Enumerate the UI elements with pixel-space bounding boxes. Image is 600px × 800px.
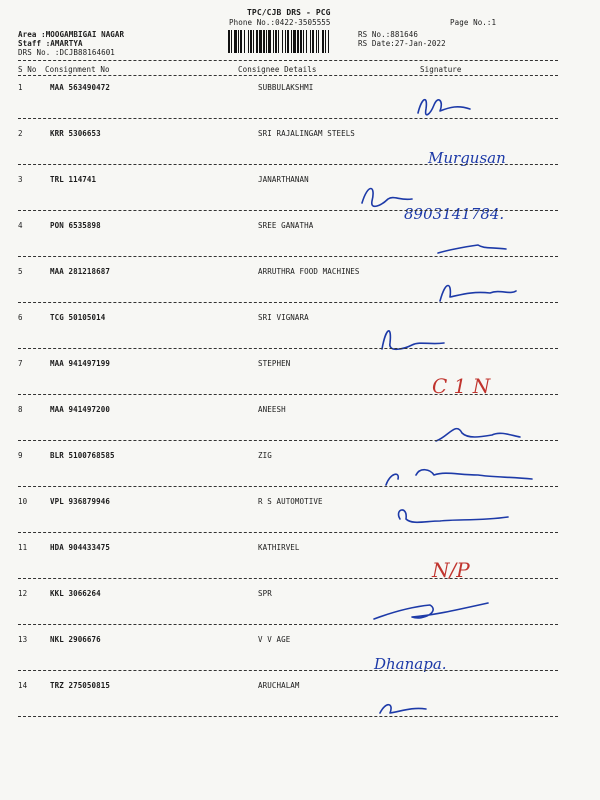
column-header-sno: S No bbox=[18, 65, 37, 74]
row-consignment-number: BLR 5100768585 bbox=[50, 451, 115, 460]
signature-text: Murgusan bbox=[428, 149, 506, 167]
signature-stroke bbox=[374, 603, 488, 619]
row-consignee: SPR bbox=[258, 589, 272, 598]
row-divider bbox=[18, 624, 558, 625]
row-consignee: KATHIRVEL bbox=[258, 543, 300, 552]
handwritten-signature bbox=[360, 683, 590, 729]
handwritten-signature bbox=[360, 407, 590, 453]
signature-stroke bbox=[398, 510, 508, 522]
row-consignee: SUBBULAKSHMI bbox=[258, 83, 314, 92]
row-signature bbox=[360, 315, 590, 361]
row-consignment-number: TRL 114741 bbox=[50, 175, 97, 184]
signature-stroke bbox=[380, 705, 426, 713]
row-sno: 7 bbox=[18, 359, 23, 368]
row-consignment-number: MAA 941497199 bbox=[50, 359, 110, 368]
row-signature bbox=[360, 223, 590, 269]
row-consignment-number: VPL 936879946 bbox=[50, 497, 110, 506]
row-divider bbox=[18, 532, 558, 533]
handwritten-signature bbox=[360, 315, 590, 361]
row-signature bbox=[360, 361, 590, 407]
row-sno: 2 bbox=[18, 129, 23, 138]
row-signature bbox=[360, 545, 590, 591]
row-divider bbox=[18, 670, 558, 671]
row-consignee: SRI VIGNARA bbox=[258, 313, 309, 322]
signature-text: C 1 N bbox=[432, 374, 491, 398]
row-sno: 14 bbox=[18, 681, 28, 690]
row-divider bbox=[18, 394, 558, 395]
row-consignee: ZIG bbox=[258, 451, 272, 460]
header-divider-top bbox=[18, 60, 558, 61]
rs-date: RS Date:27-Jan-2022 bbox=[358, 39, 446, 48]
signature-text: 8903141784. bbox=[404, 205, 505, 223]
row-divider bbox=[18, 302, 558, 303]
signature-stroke bbox=[386, 470, 532, 485]
signature-stroke bbox=[440, 286, 516, 302]
row-signature bbox=[360, 683, 590, 729]
row-sno: 9 bbox=[18, 451, 23, 460]
row-consignee: SREE GANATHA bbox=[258, 221, 314, 230]
row-consignment-number: KKL 3066264 bbox=[50, 589, 101, 598]
row-sno: 12 bbox=[18, 589, 28, 598]
row-signature bbox=[360, 637, 590, 683]
handwritten-signature bbox=[360, 177, 590, 223]
row-consignment-number: TRZ 275050815 bbox=[50, 681, 110, 690]
row-sno: 11 bbox=[18, 543, 28, 552]
row-consignment-number: MAA 281218687 bbox=[50, 267, 110, 276]
row-sno: 3 bbox=[18, 175, 23, 184]
row-consignee: SRI RAJALINGAM STEELS bbox=[258, 129, 355, 138]
row-sno: 6 bbox=[18, 313, 23, 322]
row-consignee: STEPHEN bbox=[258, 359, 291, 368]
row-signature bbox=[360, 177, 590, 223]
area-label: Area :MOOGAMBIGAI NAGAR bbox=[18, 30, 125, 39]
row-consignment-number: HDA 904433475 bbox=[50, 543, 110, 552]
handwritten-signature bbox=[360, 85, 590, 131]
row-signature bbox=[360, 131, 590, 177]
row-sno: 4 bbox=[18, 221, 23, 230]
page-number: Page No.:1 bbox=[450, 18, 497, 27]
row-sno: 10 bbox=[18, 497, 28, 506]
row-consignment-number: PON 6535898 bbox=[50, 221, 101, 230]
row-consignee: JANARTHANAN bbox=[258, 175, 309, 184]
row-divider bbox=[18, 578, 558, 579]
row-consignment-number: MAA 563490472 bbox=[50, 83, 110, 92]
drs-number: DRS No. :DCJB88164601 bbox=[18, 48, 115, 57]
row-consignee: R S AUTOMOTIVE bbox=[258, 497, 323, 506]
column-header-signature: Signature bbox=[420, 65, 462, 74]
handwritten-signature bbox=[360, 131, 590, 177]
phone-number: Phone No.:0422-3505555 bbox=[229, 18, 331, 27]
handwritten-signature bbox=[360, 591, 590, 637]
handwritten-signature bbox=[360, 499, 590, 545]
signature-stroke bbox=[418, 100, 470, 115]
row-consignee: ANEESH bbox=[258, 405, 286, 414]
row-consignee: V V AGE bbox=[258, 635, 291, 644]
signature-text: N/P bbox=[432, 558, 470, 582]
row-consignment-number: KRR 5306653 bbox=[50, 129, 101, 138]
row-consignment-number: MAA 941497200 bbox=[50, 405, 110, 414]
row-divider bbox=[18, 440, 558, 441]
row-sno: 1 bbox=[18, 83, 23, 92]
column-header-consignee: Consignee Details bbox=[238, 65, 317, 74]
handwritten-signature bbox=[360, 637, 590, 683]
row-consignment-number: NKL 2906676 bbox=[50, 635, 101, 644]
signature-stroke bbox=[362, 189, 412, 207]
row-sno: 5 bbox=[18, 267, 23, 276]
row-sno: 13 bbox=[18, 635, 28, 644]
document-title: TPC/CJB DRS - PCG bbox=[247, 8, 331, 17]
row-sno: 8 bbox=[18, 405, 23, 414]
signature-text: Dhanapa. bbox=[374, 655, 447, 673]
handwritten-signature bbox=[360, 545, 590, 591]
row-signature bbox=[360, 269, 590, 315]
row-divider bbox=[18, 210, 558, 211]
row-signature bbox=[360, 85, 590, 131]
row-consignee: ARUCHALAM bbox=[258, 681, 300, 690]
row-divider bbox=[18, 164, 558, 165]
row-signature bbox=[360, 407, 590, 453]
row-divider bbox=[18, 256, 558, 257]
signature-stroke bbox=[438, 245, 506, 253]
handwritten-signature bbox=[360, 361, 590, 407]
row-signature bbox=[360, 499, 590, 545]
row-divider bbox=[18, 118, 558, 119]
signature-stroke bbox=[382, 331, 444, 349]
row-divider bbox=[18, 348, 558, 349]
row-divider bbox=[18, 486, 558, 487]
rs-number: RS No.:881646 bbox=[358, 30, 418, 39]
header-divider-bottom bbox=[18, 75, 558, 76]
row-consignee: ARRUTHRA FOOD MACHINES bbox=[258, 267, 360, 276]
handwritten-signature bbox=[360, 453, 590, 499]
handwritten-signature bbox=[360, 223, 590, 269]
handwritten-signature bbox=[360, 269, 590, 315]
column-header-consignment: Consignment No bbox=[45, 65, 110, 74]
row-consignment-number: TCG 50105014 bbox=[50, 313, 106, 322]
row-signature bbox=[360, 453, 590, 499]
staff-label: Staff :AMARTYA bbox=[18, 39, 83, 48]
row-signature bbox=[360, 591, 590, 637]
barcode bbox=[228, 30, 352, 53]
row-divider bbox=[18, 716, 558, 717]
